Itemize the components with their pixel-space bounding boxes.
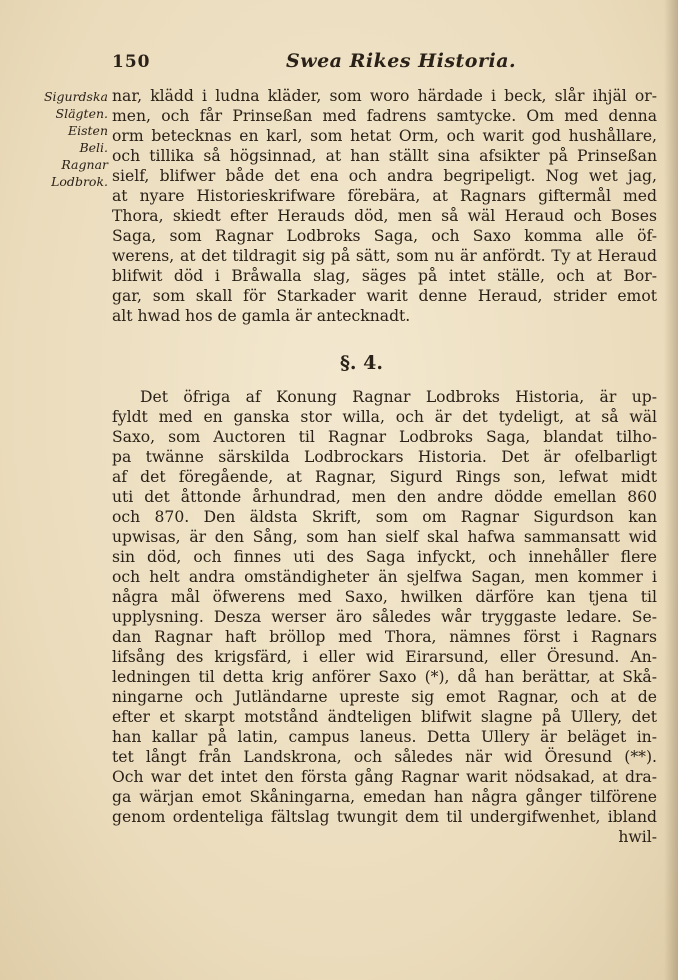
text-line: upwisas, är den Sång, som han sielf skal hafwa sammansatt wid	[112, 528, 657, 546]
text-line: gar, som skall för Starkader warit denne Heraud, strider emot	[112, 287, 657, 305]
text-line: och helt andra omständigheter än sjelfwa Sagan, men kommer i	[112, 568, 657, 586]
text-line: alt hwad hos de gamla är antecknadt.	[112, 307, 411, 325]
margin-note: Eisten	[67, 123, 108, 138]
text-line: upplysning. Desza werser äro således wår tryggaste ledare. Se-	[112, 608, 657, 626]
margin-notes	[28, 88, 108, 190]
text-line: ga wärjan emot Skåningarna, emedan han några gånger tilförene	[112, 788, 657, 806]
text-line: några mål öfwerens med Saxo, hwilken därföre kan tjena til	[112, 588, 657, 606]
paragraph-1	[112, 86, 657, 326]
text-line: Thora, skiedt efter Herauds död, men så wäl Heraud och Boses	[112, 207, 657, 225]
text-line: men, och får Prinseßan med fadrens samtycke. Om med denna	[112, 107, 657, 125]
text-line: sielf, blifwer både det ena och andra begripeligt. Nog wet jag,	[112, 167, 657, 185]
text-line: werens, at det tildragit sig på sätt, som nu är anfördt. Ty at Heraud	[112, 247, 657, 265]
page-header	[108, 50, 668, 76]
text-line: Det öfriga af Konung Ragnar Lodbroks Historia, är up-	[140, 388, 657, 406]
text-line: och 870. Den äldsta Skrift, som om Ragnar Sigurdson kan	[112, 508, 657, 526]
text-line: sin död, och finnes uti des Saga infyckt, och innehåller flere	[112, 548, 657, 566]
text-line: ledningen til detta krig anförer Saxo (*), då han berättar, at Skå-	[112, 668, 657, 686]
margin-note: Lodbrok.	[51, 174, 108, 189]
running-title: Swea Rikes Historia.	[286, 50, 517, 72]
text-line: dan Ragnar haft bröllop med Thora, nämnes först i Ragnars	[112, 628, 657, 646]
text-line: tet långt från Landskrona, och således när wid Öresund (**).	[112, 748, 657, 766]
margin-note: Sigurdska	[43, 89, 108, 104]
text-line: och tillika så högsinnad, at han ställt sina afsikter på Prinseßan	[112, 147, 657, 165]
text-line: nar, klädd i ludna kläder, som woro härdade i beck, slår ihjäl or-	[112, 87, 657, 105]
page-number: 150	[112, 52, 151, 72]
text-line: fyldt med en ganska stor willa, och är det tydeligt, at så wäl	[112, 408, 657, 426]
text-line: Saga, som Ragnar Lodbroks Saga, och Saxo komma alle öf-	[112, 227, 657, 245]
paragraph-2	[112, 387, 657, 847]
text-line: pa twänne särskilda Lodbrockars Historia. Det är ofelbarligt	[112, 448, 657, 466]
text-line: af det föregående, at Ragnar, Sigurd Rings son, lefwat midt	[112, 468, 657, 486]
text-line: Saxo, som Auctoren til Ragnar Lodbroks Saga, blandat tilho-	[112, 428, 657, 446]
text-line: ningarne och Jutländarne upreste sig emot Ragnar, och at de	[112, 688, 657, 706]
text-line: han kallar på latin, campus laneus. Detta Ullery är beläget in-	[112, 728, 657, 746]
text-line: blifwit död i Bråwalla slag, säges på intet ställe, och at Bor-	[112, 267, 657, 285]
text-line: uti det åttonde århundrad, men den andre dödde emellan 860	[112, 488, 657, 506]
text-line: genom ordenteliga fältslag twungit dem til undergifwenhet, ibland	[112, 808, 657, 826]
text-line: Och war det intet den första gång Ragnar warit nödsakad, at dra-	[112, 768, 657, 786]
text-line: at nyare Historieskrifware förebära, at Ragnars giftermål med	[112, 187, 657, 205]
text-line: orm betecknas en karl, som hetat Orm, och warit god hushållare,	[112, 127, 657, 145]
text-line: lifsång des krigsfärd, i eller wid Eirarsund, eller Öresund. An-	[112, 648, 657, 666]
section-heading: §. 4.	[340, 352, 384, 374]
catchword: hwil-	[618, 828, 657, 846]
spine-shadow	[664, 0, 678, 980]
margin-note: Beli.	[79, 140, 108, 155]
margin-note: Slägten.	[55, 106, 108, 121]
text-line: efter et skarpt motstånd ändteligen blifwit slagne på Ullery, det	[112, 708, 657, 726]
margin-note: Ragnar	[61, 157, 108, 172]
